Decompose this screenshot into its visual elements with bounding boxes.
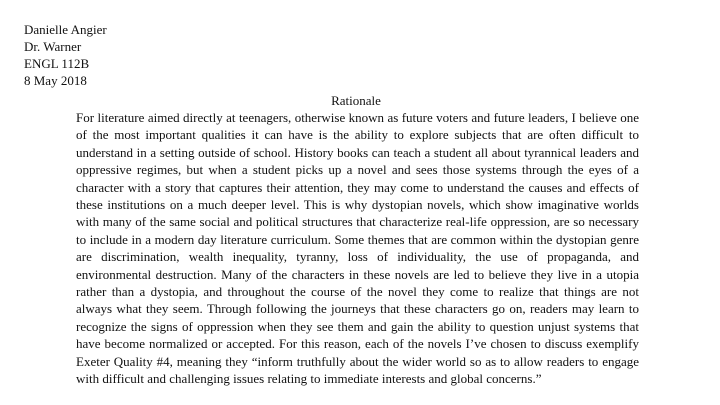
mla-header <box>24 21 107 89</box>
document-date: 8 May 2018 <box>24 73 87 88</box>
course-code: ENGL 112B <box>24 56 90 71</box>
instructor-name: Dr. Warner <box>24 39 82 54</box>
author-name: Danielle Angier <box>24 22 107 37</box>
body-paragraph: For literature aimed directly at teenagers, otherwise known as future voters and future leaders, I believe one of the most important qualities it can have is the ability to explore subjects that are often difficult to understand in a setting outside of school. History books can teach a student all about tyrannical leaders and oppressive regimes, but when a student picks up a novel and sees those systems through the eyes of a character with a story that captures their attention, they may come to understand the causes and effects of these institutions on a much deeper level. This is why dystopian novels, which show imaginative worlds with many of the same social and political structures that characterize real-life oppression, are so necessary to include in a modern day literature curriculum. Some themes that are common within the dystopian genre are discrimination, wealth inequality, tyranny, loss of individuality, the use of propaganda, and environmental destruction. Many of the characters in these novels are led to believe they live in a utopia rather than a dystopia, and throughout the course of the novel they come to realize that things are not always what they seem. Through following the journeys that these characters go on, readers may learn to recognize the signs of oppression when they see them and gain the ability to question unjust systems that have become normalized or accepted. For this reason, each of the novels I’ve chosen to discuss exemplify Exeter Quality #4, meaning they “inform truthfully about the wider world so as to allow readers to engage with difficult and challenging issues relating to immediate interests and global concerns.” <box>76 110 639 387</box>
document-title: Rationale <box>331 93 381 108</box>
